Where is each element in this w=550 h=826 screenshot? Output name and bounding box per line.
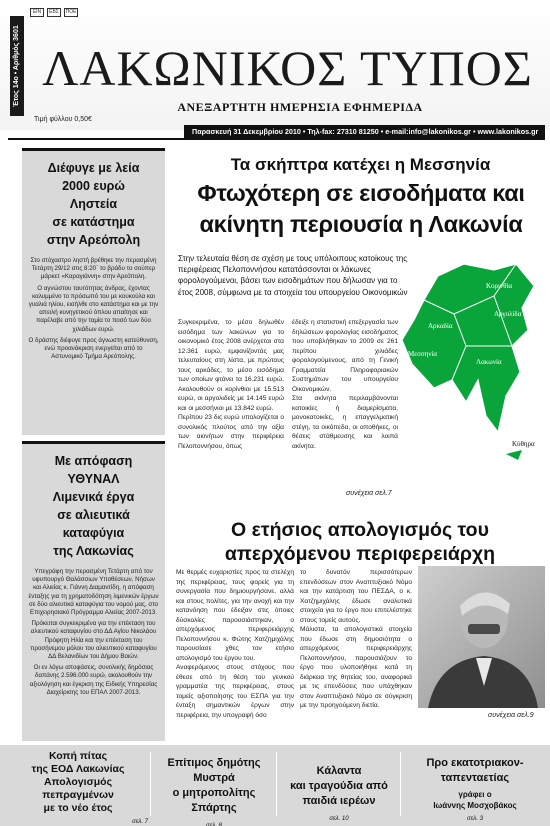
issue-price: Τιμή φύλλου 0,50€ [34,116,92,123]
teaser-line: Κάλαντα [316,765,362,777]
teaser-line: Προ εκατοτριακον- [426,757,524,769]
side-story-robbery-body [28,257,159,361]
person-photo-icon [418,566,545,708]
teaser-carols[interactable] [280,764,398,826]
teaser-line: και τραγούδια από [290,780,388,792]
main-story-lead: Στην τελευταία θέση σε σχέση με τους υπόλοιπους κατοίκους της περιφέρειας Πελοποννήσου κατατάσσονται οι λάκωνες φορολογούμενοι, βάσει των εισοδημάτων που δήλωσαν για το έτος 2008, σύμφωνα με τα στοιχεία του υπουργείου Οικονομικών [178,254,408,297]
main-story-continued: συνέχεια σελ.7 [346,490,392,497]
map-label: Αργολίδα [494,310,522,318]
map-label: Κύθηρα [512,440,535,448]
teaser-line: πεπραγμένων [42,789,114,801]
teaser-author-line: γράφει ο [458,790,492,799]
side-story-robbery [22,148,165,435]
side-story-harbour-body [28,568,159,697]
teaser-page: σελ. 10 [329,816,349,822]
headline-line: ΥΘΥΝΑΛ [67,472,120,486]
headline-line: Λιμενικά έργα [52,490,135,504]
teaser-divider [276,752,277,816]
paragraph: Πρόκειται συγκεκριμένα για την επέκταση του αλιευτικού καταφυγίου στο ΔΔ Αγίου Νικολάου Πρόφητη Ηλία και την επέκταση του προσήνεμου μόλου του αλιευτικού καταφυγίου ΔΔ Βελανιδίων του Δήμου Βοιών. [30,620,157,661]
headline-line: Ληστεία [69,197,118,211]
teaser-line: ταπενταετίας [440,772,510,784]
teaser-page: σελ. 3 [467,816,483,822]
headline-line: στην Αρεόπολη [46,233,141,247]
main-story-column-2: έδειξε η στατιστική επεξεργασία των δηλώσεων φορολογίας εισοδήματος που υποβλήθηκαν το 2009 σε 261 περίπου χιλιάδες φορολογούμενους, από τη Γενική Γραμματεία Πληροφοριακών Συστημάτων του υπουργείου Οικονομικών. Στα ακίνητα περιλαμβάνονται κατοικίες ή διαμερίσματα, μονοκατοικίες, η επαγγελματική στέγη, τα οικόπεδα, οι αποθήκες, οι θέσεις στάθμευσης και λοιπά ακίνητα. [292,319,398,450]
masthead [0,0,550,130]
teaser-page: σελ. 7 [132,819,148,825]
paragraph: Υπεγράφη την περασμένη Τετάρτη από τον υφυπουργό Θαλάσσιων Υποθέσεων, Νήσων και Αλιείας κ. Γιάννη Διαμαντίδη, η απόφαση ένταξης για τη χρηματοδότηση λιμενικών έργων σε δύο αλιευτικά καταφύγια του νομού μας, στο Επιχειρησιακό Πρόγραμμα Αλιείας 2007-2013. [28,568,159,617]
teaser-pita-cutting[interactable] [8,750,148,826]
teaser-page: σελ. 8 [206,823,222,826]
second-story-headline [172,518,548,566]
newspaper-title: ΛΑΚΩΝΙΚΟΣ ΤΥΠΟΣ [42,40,533,96]
teaser-line: ο μητροπολίτης [172,787,256,799]
paragraph: Ο αγνώστου ταυτότητας άνδρας, έχοντας καλυμμένο το πρόσωπό του με κουκούλα και γυαλιά ηλίου, εισήλθε στο κατάστημα και με την απειλή κυνηγετικού όπλου απαίτησε και παρέλαβε από την ταμία το ποσό των δύο χιλιάδων ευρώ. [28,284,159,333]
map-label: Λακωνία [476,358,502,366]
teaser-line: Απολογισμός [43,776,113,788]
issue-number-vertical: Έτος 14ο • Αριθμός 3601 [10,16,24,116]
headline-line: ακίνητη περιουσία η Λακωνία [199,211,523,237]
teaser-line: Μυστρά [193,772,235,784]
paragraph: Ο δράστης διέφυγε προς άγνωστη κατεύθυνση, ενώ προανάκριση ενεργείται από το Αστυνομικό Τμήμα Αρεόπολης. [28,336,159,361]
teaser-author-line: Ιωάννης Μοσχοβάκος [433,801,517,810]
teaser-divider [400,752,401,816]
second-story-continued: συνέχεια σελ.9 [488,712,534,719]
headline-line: Με απόφαση [54,454,133,468]
map-label: Αρκαδία [428,322,453,330]
logo-1-icon: ΕΙΝ [30,8,44,17]
headline-line: 2000 ευρώ [62,179,125,193]
teaser-divider [150,752,151,816]
teaser-line: παιδιά ιερέων [302,795,376,807]
side-story-harbour-works [22,441,165,741]
logo-3-icon: ΠΟΕ [65,9,77,15]
main-story-column-1: Συγκεκριμένα, το μέσο δηλωθέν εισόδημα των λακώνων για το οικονομικό έτος 2008 ανέρχεται στα 12.361 ευρώ, εμφανίζοντάς μας τελευταίους στη λίστα, με πρώτους τους αρκάδες, το μέσο εισόδημα των οποίων φτάνει τα 16.231 ευρώ. Ακολουθούν οι κορίνθιοι με 15.513 ευρώ, οι αργολιδείς με 14.145 ευρώ και οι μεσσήνιοι με 13.842 ευρώ. Περίπου 23 δις ευρώ υπολογίζεται ο συνολικός πλούτος από την αξία των ακινήτων στην περιφέρεια Πελοποννήσου, όπως [178,319,284,450]
headline-line: της Λακωνίας [53,544,134,558]
headline-line: σε κατάστημα [52,215,135,229]
paragraph: Στο στόχαστρο ληστή βρέθηκε την περασμένη Τετάρτη 29/12 στις 8:20΄ το βράδυ το σούπερ μάρκετ «Καραγιάννη» στην Αρεόπολη. [30,257,157,281]
teaser-anniversary[interactable] [404,756,546,826]
teaser-line: της ΕΟΔ Λακωνίας [31,763,125,775]
contact-info-bar: Παρασκευή 31 Δεκεμβρίου 2010 • Τηλ-fax: 27310 81250 • e-mail:info@lakonikos.gr • www.lakonikos.gr [184,125,545,138]
peloponnese-map [394,256,544,464]
headline-line: Διέφυγε με λεία [47,161,140,175]
side-story-harbour-headline [28,452,159,560]
logo-2-icon: ΕΒΣ [47,8,61,17]
map-region-shape [402,264,534,432]
newspaper-subtitle: ΑΝΕΞΑΡΤΗΤΗ ΗΜΕΡΗΣΙΑ ΕΦΗΜΕΡΙΔΑ [177,100,423,114]
teaser-line: Σπάρτης [191,802,237,814]
publisher-logos [30,8,78,17]
headline-line: απερχόμενου περιφερειάρχη [224,543,496,565]
teaser-honorary-citizen[interactable] [154,756,274,826]
main-story-headline [175,178,547,240]
teaser-line: Κοπή πίτας [48,750,108,762]
headline-line: Φτωχότερη σε εισοδήματα και [197,180,525,206]
map-label: Κορινθία [486,282,513,290]
left-column [22,148,165,741]
second-story-column-2: το δυνατόν περισσότερων επενδύσεων στον Αναπτυξιακό Νόμο και την κατάρτιση του ΠΕΣΔΑ, ο κ. Χατζημιχάλης έδωσε αναλυτικά στοιχεία για το έργο που επιτελέστηκε στους τομείς αυτούς. Μάλιστα, τα απολογιστικά στοιχεία που έδωσε στη δημοσιότητα ο απερχόμενος περιφερειάρχης Πελοποννήσου, παρουσιάζουν το έργο που υλοποιήθηκε κατά τη διάρκεια της θητείας του, αναφορικά με τις επενδύσεις που υπάχθηκαν στον Αναπτυξιακό Νόμο σε σύγκριση με την προηγούμενη διετία. [300,569,412,709]
paragraph: Οι εν λόγω αποφάσεις, συνολικής δημόσιας δαπάνης 2.596.000 ευρώ, ακολουθούν την αξιολόγηση και έγκριση της Ειδικής Υπηρεσίας Διαχείρισης του ΕΠΑΛ 2007-2013. [29,664,158,696]
second-story-column-1: Με θερμές ευχαριστίες προς τα στελέχη της περιφέρειας, τους φορείς για τη συνεργασία που δημιουργήσανε, αλλά και στους πολίτες, για την ανοχή και την κατανόηση που έδειξαν στις όποιες δύσκολίες παρουσιάστηκαν, ο απερχόμενος περιφερειάρχης Πελοποννήσου κ. Φώτης Χατζημιχάλης παρουσίασε χθες τον ετήσιο απολογισμό του έργου του. Αναφερόμενος στους στόχους που έθεσε από τη θέση του γενικού γραμματέα της περιφέρειας, στους τομείς αξιοποίησης του ΕΣΠΑ για την ένταξη σημαντικών έργων στην περιφέρεια, την υπογραφή όσο [176,569,294,719]
headline-line: Ο ετήσιος απολογισμός του [231,519,489,541]
teaser-line: με το νέο έτος [43,802,113,814]
main-story-kicker: Τα σκήπτρα κατέχει η Μεσσηνία [230,155,491,174]
kythira-island [506,450,522,460]
teaser-line: Επίτιμος δημότης [167,757,261,769]
headline-line: καταφύγια [62,526,125,540]
side-story-robbery-headline [28,159,159,249]
masthead-divider [8,138,545,140]
headline-line: σε αλιευτικά [57,508,130,522]
map-label: Μεσσηνία [408,350,438,358]
official-photo [418,566,545,708]
